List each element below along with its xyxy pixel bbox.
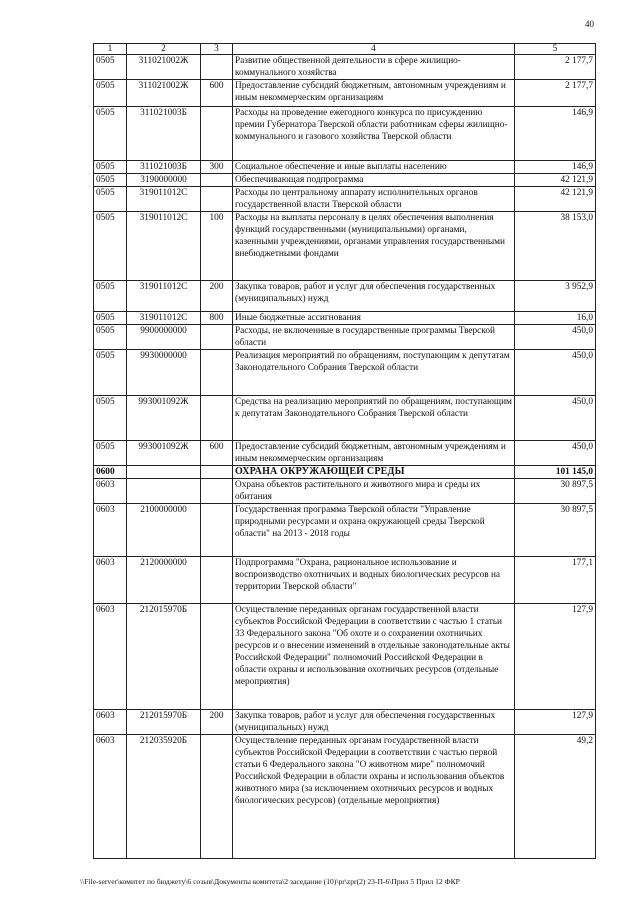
item-name-cell: Иные бюджетные ассигнования [233, 312, 515, 325]
target-code-cell: 311021002Ж [127, 55, 201, 80]
table-row [94, 604, 596, 710]
table-row [94, 312, 596, 325]
expense-type-cell: 600 [201, 80, 233, 107]
expense-type-cell [201, 107, 233, 161]
header-col-1: 1 [94, 44, 127, 55]
table-row [94, 350, 596, 396]
section-code-cell: 0600 [94, 466, 127, 479]
target-code-cell: 2120000000 [127, 557, 201, 604]
section-code-cell: 0505 [94, 312, 127, 325]
table-row [94, 557, 596, 604]
expense-type-cell: 300 [201, 161, 233, 174]
expense-type-cell [201, 557, 233, 604]
expense-type-cell [201, 350, 233, 396]
item-name-cell: Обеспечивающая подпрограмма [233, 174, 515, 187]
item-name-cell: Расходы, не включенные в государственные программы Тверской области [233, 325, 515, 350]
amount-cell: 2 177,7 [515, 80, 596, 107]
section-code-cell: 0505 [94, 350, 127, 396]
section-code-cell: 0505 [94, 396, 127, 441]
section-code-cell: 0505 [94, 281, 127, 312]
amount-cell: 2 177,7 [515, 55, 596, 80]
expense-type-cell [201, 604, 233, 710]
amount-cell: 16,0 [515, 312, 596, 325]
section-code-cell: 0505 [94, 80, 127, 107]
expense-type-cell [201, 735, 233, 859]
expense-type-cell: 100 [201, 212, 233, 281]
header-col-5: 5 [515, 44, 596, 55]
target-code-cell: 212015970Б [127, 604, 201, 710]
table-row [94, 396, 596, 441]
item-name-cell: Охрана объектов растительного и животного мира и среды их обитания [233, 479, 515, 504]
item-name-cell: Предоставление субсидий бюджетным, автономным учреждениям и иным некоммерческим организациям [233, 80, 515, 107]
expense-type-cell [201, 187, 233, 212]
table-row [94, 479, 596, 504]
expense-type-cell [201, 174, 233, 187]
table-row [94, 161, 596, 174]
table-row [94, 466, 596, 479]
amount-cell: 42 121,9 [515, 187, 596, 212]
amount-cell: 38 153,0 [515, 212, 596, 281]
target-code-cell: 319011012С [127, 312, 201, 325]
table-row [94, 212, 596, 281]
section-code-cell: 0505 [94, 212, 127, 281]
target-code-cell: 212015970Б [127, 710, 201, 735]
section-code-cell: 0505 [94, 161, 127, 174]
target-code-cell: 3190000000 [127, 174, 201, 187]
section-code-cell: 0603 [94, 504, 127, 557]
target-code-cell: 2100000000 [127, 504, 201, 557]
amount-cell: 450,0 [515, 441, 596, 466]
target-code-cell: 9900000000 [127, 325, 201, 350]
amount-cell: 450,0 [515, 325, 596, 350]
amount-cell: 450,0 [515, 350, 596, 396]
item-name-cell: Социальное обеспечение и иные выплаты населению [233, 161, 515, 174]
target-code-cell: 9930000000 [127, 350, 201, 396]
target-code-cell [127, 479, 201, 504]
table-row [94, 281, 596, 312]
target-code-cell: 212035920Б [127, 735, 201, 859]
expense-type-cell [201, 325, 233, 350]
item-name-cell: Осуществление переданных органам государственной власти субъектов Российской Федерации в соответствии с частью 1 статьи 33 Федерального закона "Об охоте и о сохранении охотничьих ресурсов и о внесении изменений в отдельные законодательные акты Российской Федерации" полномочий Российской Федерации в области охраны и использования охотничьих ресурсов (отдельные мероприятия) [233, 604, 515, 710]
table-row [94, 735, 596, 859]
table-row [94, 187, 596, 212]
header-col-3: 3 [201, 44, 233, 55]
target-code-cell [127, 466, 201, 479]
amount-cell: 30 897,5 [515, 479, 596, 504]
section-code-cell: 0603 [94, 557, 127, 604]
section-code-cell: 0603 [94, 710, 127, 735]
table-row [94, 710, 596, 735]
file-path-footer: \\File-server\комитет по бюджету\6 созыв\Документы комитета\2 заседание (10)\pr\zpr(2) 23-П-6\Прил 5 Прил 12 ФКР [80, 877, 460, 886]
amount-cell: 42 121,9 [515, 174, 596, 187]
item-name-cell: ОХРАНА ОКРУЖАЮЩЕЙ СРЕДЫ [233, 466, 515, 479]
table-row [94, 441, 596, 466]
table-row [94, 504, 596, 557]
table-row [94, 55, 596, 80]
expense-type-cell [201, 504, 233, 557]
target-code-cell: 993001092Ж [127, 396, 201, 441]
item-name-cell: Расходы по центральному аппарату исполнительных органов государственной власти Тверской области [233, 187, 515, 212]
expense-type-cell: 800 [201, 312, 233, 325]
amount-cell: 450,0 [515, 396, 596, 441]
expense-type-cell [201, 55, 233, 80]
item-name-cell: Средства на реализацию мероприятий по обращениям, поступающим к депутатам Законодательного Собрания Тверской области [233, 396, 515, 441]
amount-cell: 3 952,9 [515, 281, 596, 312]
item-name-cell: Государственная программа Тверской области "Управление природными ресурсами и охрана окружающей среды Тверской области" на 2013 - 2018 годы [233, 504, 515, 557]
expense-type-cell [201, 466, 233, 479]
amount-cell: 30 897,5 [515, 504, 596, 557]
table-row [94, 325, 596, 350]
item-name-cell: Осуществление переданных органам государственной власти субъектов Российской Федерации в соответствии с частью первой статьи 6 Федерального закона "О животном мире" полномочий Российской Федерации в области охраны и использования объектов животного мира (за исключением охотничьих ресурсов и водных биологических ресурсов) (отдельные мероприятия) [233, 735, 515, 859]
amount-cell: 146,9 [515, 161, 596, 174]
item-name-cell: Расходы на выплаты персоналу в целях обеспечения выполнения функций государственными (муниципальными) органами, казенными учреждениями, органами управления государственными внебюджетными фондами [233, 212, 515, 281]
target-code-cell: 993001092Ж [127, 441, 201, 466]
header-col-4: 4 [233, 44, 515, 55]
section-code-cell: 0603 [94, 479, 127, 504]
item-name-cell: Подпрограмма "Охрана, рациональное использование и воспроизводство охотничьих и водных биологических ресурсов на территории Тверской области" [233, 557, 515, 604]
budget-table [93, 43, 596, 859]
expense-type-cell: 600 [201, 441, 233, 466]
header-col-2: 2 [127, 44, 201, 55]
item-name-cell: Реализация мероприятий по обращениям, поступающим к депутатам Законодательного Собрания Тверской области [233, 350, 515, 396]
section-code-cell: 0505 [94, 441, 127, 466]
amount-cell: 127,9 [515, 710, 596, 735]
item-name-cell: Предоставление субсидий бюджетным, автономным учреждениям и иным некоммерческим организациям [233, 441, 515, 466]
amount-cell: 101 145,0 [515, 466, 596, 479]
expense-type-cell: 200 [201, 710, 233, 735]
amount-cell: 49,2 [515, 735, 596, 859]
amount-cell: 177,1 [515, 557, 596, 604]
target-code-cell: 311021003Б [127, 161, 201, 174]
section-code-cell: 0603 [94, 604, 127, 710]
table-row [94, 107, 596, 161]
target-code-cell: 319011012С [127, 212, 201, 281]
item-name-cell: Развитие общественной деятельности в сфере жилищно-коммунального хозяйства [233, 55, 515, 80]
expense-type-cell [201, 396, 233, 441]
section-code-cell: 0505 [94, 174, 127, 187]
target-code-cell: 311021002Ж [127, 80, 201, 107]
item-name-cell: Закупка товаров, работ и услуг для обеспечения государственных (муниципальных) нужд [233, 281, 515, 312]
item-name-cell: Расходы на проведение ежегодного конкурса по присуждению премии Губернатора Тверской области работникам сферы жилищно-коммунального и газового хозяйства Тверской области [233, 107, 515, 161]
target-code-cell: 311021003Б [127, 107, 201, 161]
amount-cell: 127,9 [515, 604, 596, 710]
table-row [94, 174, 596, 187]
page-number: 40 [585, 19, 594, 29]
section-code-cell: 0505 [94, 325, 127, 350]
section-code-cell: 0505 [94, 55, 127, 80]
section-code-cell: 0505 [94, 187, 127, 212]
section-code-cell: 0603 [94, 735, 127, 859]
table-header-row [94, 44, 596, 55]
target-code-cell: 319011012С [127, 281, 201, 312]
item-name-cell: Закупка товаров, работ и услуг для обеспечения государственных (муниципальных) нужд [233, 710, 515, 735]
table-row [94, 80, 596, 107]
section-code-cell: 0505 [94, 107, 127, 161]
expense-type-cell: 200 [201, 281, 233, 312]
target-code-cell: 319011012С [127, 187, 201, 212]
amount-cell: 146,9 [515, 107, 596, 161]
expense-type-cell [201, 479, 233, 504]
